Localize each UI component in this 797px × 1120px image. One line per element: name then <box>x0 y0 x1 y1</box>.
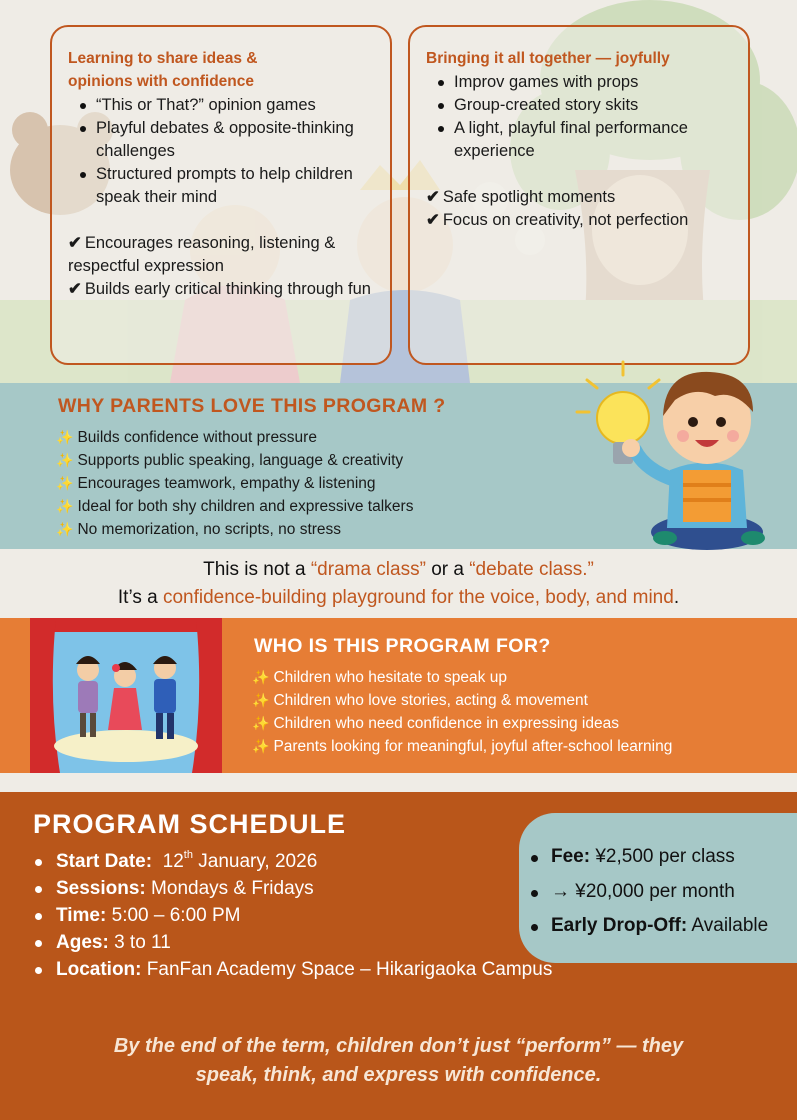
list-item: Playful debates & opposite-thinking challenges <box>68 117 374 163</box>
location-item: Location: FanFan Academy Space – Hikarigaoka Campus <box>33 956 553 983</box>
card-heading: Bringing it all together — joyfully <box>426 50 670 67</box>
list-item: ✨ Children who need confidence in expressing ideas <box>252 715 619 732</box>
tagline-line-1: This is not a “drama class” or a “debate class.” <box>203 559 594 580</box>
sessions-item: Sessions: Mondays & Fridays <box>33 875 553 902</box>
dropoff-item: Early Drop-Off: Available <box>551 909 797 944</box>
section-title: WHY PARENTS LOVE THIS PROGRAM ? <box>58 395 446 417</box>
list-item: ✨ Parents looking for meaningful, joyful after-school learning <box>252 738 673 755</box>
sharing-ideas-card <box>50 25 392 365</box>
time-item: Time: 5:00 – 6:00 PM <box>33 902 553 929</box>
activities-section <box>0 0 797 383</box>
card-heading: Learning to share ideas & opinions with confidence <box>68 50 258 90</box>
list-item: ✨ Children who love stories, acting & movement <box>252 692 588 709</box>
sparkle-icon: ✨ <box>56 521 74 537</box>
card-checks <box>426 186 732 232</box>
program-tagline <box>0 556 797 612</box>
sparkle-icon: ✨ <box>252 738 270 754</box>
list-item: ✨ Ideal for both shy children and expressive talkers <box>56 498 414 515</box>
monthly-fee-item: → ¥20,000 per month <box>551 875 797 910</box>
sparkle-icon: ✨ <box>252 715 270 731</box>
list-item: A light, playful final performance experience <box>426 117 732 163</box>
who-is-it-for-section <box>0 618 797 773</box>
bringing-together-card <box>408 25 750 365</box>
fee-panel <box>519 813 797 963</box>
sparkle-icon: ✨ <box>56 475 74 491</box>
schedule-list <box>33 848 553 983</box>
sparkle-icon: ✨ <box>252 692 270 708</box>
list-item: ✨ Children who hesitate to speak up <box>252 669 507 686</box>
ages-item: Ages: 3 to 11 <box>33 929 553 956</box>
fee-item: Fee: ¥2,500 per class <box>551 840 797 875</box>
check-item: ✔ Safe spotlight moments <box>426 188 616 206</box>
card-bullet-list <box>426 71 732 163</box>
fee-list <box>551 840 797 944</box>
program-schedule-section <box>0 792 797 1120</box>
list-item: ✨ Supports public speaking, language & creativity <box>56 452 404 469</box>
list-item: Improv games with props <box>426 71 732 94</box>
list-item: Group-created story skits <box>426 94 732 117</box>
card-bullet-list <box>68 94 374 209</box>
sparkle-icon: ✨ <box>252 669 270 685</box>
checkmark-icon: ✔ <box>426 211 440 229</box>
list-item: ✨ No memorization, no scripts, no stress <box>56 521 342 538</box>
closing-statement: By the end of the term, children don’t just “perform” — they speak, think, and express with confidence. <box>113 1035 684 1086</box>
list-item: ✨ Builds confidence without pressure <box>56 429 317 446</box>
boy-with-lightbulb-illustration <box>575 350 775 552</box>
check-item: ✔ Encourages reasoning, listening & respectful expression <box>68 234 336 275</box>
start-date-item: Start Date: 12th January, 2026 <box>33 848 553 875</box>
tagline-line-2: It’s a confidence-building playground for the voice, body, and mind. <box>117 587 680 608</box>
check-item: ✔ Focus on creativity, not perfection <box>426 211 689 229</box>
sparkle-icon: ✨ <box>56 429 74 445</box>
section-title: WHO IS THIS PROGRAM FOR? <box>254 635 551 657</box>
checkmark-icon: ✔ <box>426 188 440 206</box>
list-item: “This or That?” opinion games <box>68 94 374 117</box>
section-title: PROGRAM SCHEDULE <box>33 809 347 839</box>
list-item: Structured prompts to help children speak their mind <box>68 163 374 209</box>
checkmark-icon: ✔ <box>68 234 82 252</box>
stage-performers-illustration <box>30 618 222 773</box>
sparkle-icon: ✨ <box>56 452 74 468</box>
check-item: ✔ Builds early critical thinking through fun <box>68 280 371 298</box>
benefits-list <box>56 426 413 541</box>
audience-list <box>252 666 672 758</box>
list-item: ✨ Encourages teamwork, empathy & listening <box>56 475 376 492</box>
card-checks <box>68 232 374 301</box>
sparkle-icon: ✨ <box>56 498 74 514</box>
checkmark-icon: ✔ <box>68 280 82 298</box>
